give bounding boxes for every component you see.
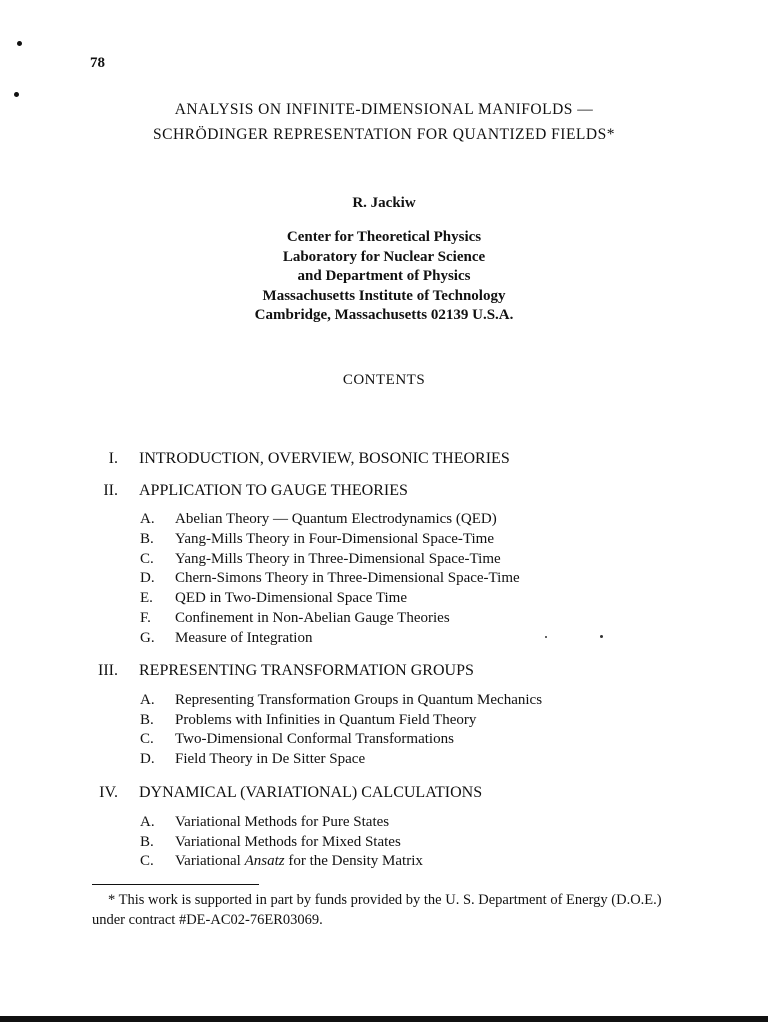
item-title: Field Theory in De Sitter Space	[175, 751, 366, 767]
page-number: 78	[90, 55, 105, 71]
item-text-rest: for the Density Matrix	[288, 853, 423, 869]
item-title: Chern-Simons Theory in Three-Dimensional Space-Time	[175, 570, 520, 586]
scan-speck	[600, 635, 603, 638]
title-line-1: ANALYSIS ON INFINITE-DIMENSIONAL MANIFOLDS —	[174, 101, 594, 118]
section-number: I.	[108, 450, 118, 467]
item-letter: C.	[140, 731, 154, 747]
affiliation-block	[0, 228, 768, 326]
section-number: IV.	[99, 784, 118, 801]
item-title: QED in Two-Dimensional Space Time	[175, 590, 407, 606]
contents-heading: CONTENTS	[342, 372, 426, 388]
item-title: Representing Transformation Groups in Quantum Mechanics	[175, 692, 543, 708]
section-title: DYNAMICAL (VARIATIONAL) CALCULATIONS	[139, 784, 483, 801]
item-title: Problems with Infinities in Quantum Field Theory	[175, 712, 477, 728]
item-title: Abelian Theory — Quantum Electrodynamics (QED)	[175, 511, 497, 527]
scan-dot	[17, 41, 22, 46]
item-letter: D.	[140, 570, 155, 586]
item-letter: E.	[140, 590, 153, 606]
item-letter: A.	[140, 814, 155, 830]
item-letter: B.	[140, 531, 154, 547]
item-letter: F.	[140, 610, 151, 626]
scan-edge-bar	[0, 1016, 768, 1022]
affiliation-line: Center for Theoretical Physics	[286, 229, 482, 245]
item-title: Measure of Integration	[175, 630, 313, 646]
item-letter: C.	[140, 853, 154, 869]
scan-speck	[545, 636, 547, 638]
affiliation-line: and Department of Physics	[297, 268, 471, 284]
section-title: INTRODUCTION, OVERVIEW, BOSONIC THEORIES	[139, 450, 510, 467]
item-letter: B.	[140, 834, 154, 850]
section-number: II.	[103, 482, 118, 499]
section-number: III.	[98, 662, 118, 679]
item-title: Yang-Mills Theory in Four-Dimensional Space-Time	[175, 531, 494, 547]
item-title: Confinement in Non-Abelian Gauge Theories	[175, 610, 450, 626]
affiliation-line: Laboratory for Nuclear Science	[282, 248, 486, 265]
section-title: REPRESENTING TRANSFORMATION GROUPS	[139, 662, 474, 679]
affiliation-line: Massachusetts Institute of Technology	[262, 287, 506, 304]
item-letter: G.	[140, 630, 155, 646]
item-text: Variational	[175, 853, 241, 869]
author: R. Jackiw	[352, 195, 416, 211]
item-title: Yang-Mills Theory in Three-Dimensional Space-Time	[175, 551, 501, 567]
section-title: APPLICATION TO GAUGE THEORIES	[139, 482, 408, 499]
item-title: Two-Dimensional Conformal Transformations	[175, 731, 454, 747]
affiliation-line: Cambridge, Massachusetts 02139 U.S.A.	[254, 307, 514, 323]
item-title: Variational Methods for Pure States	[175, 814, 390, 830]
footnote-text: This work is supported in part by funds provided by the U. S. Department of Energy (D.O.E.) under contract #DE-AC02-76ER03069.	[92, 892, 662, 928]
footnote-rule	[92, 884, 259, 885]
title-line-2: SCHRÖDINGER REPRESENTATION FOR QUANTIZED FIELDS*	[153, 126, 615, 143]
item-italic-text: Ansatz	[244, 853, 285, 869]
footnote-marker: *	[108, 892, 116, 908]
item-title	[175, 853, 423, 870]
scan-dot	[14, 92, 19, 97]
item-letter: C.	[140, 551, 154, 567]
item-title: Variational Methods for Mixed States	[175, 834, 401, 850]
item-letter: A.	[140, 511, 155, 527]
item-letter: D.	[140, 751, 155, 767]
item-letter: A.	[140, 692, 155, 708]
footnote	[92, 890, 692, 930]
item-letter: B.	[140, 712, 154, 728]
